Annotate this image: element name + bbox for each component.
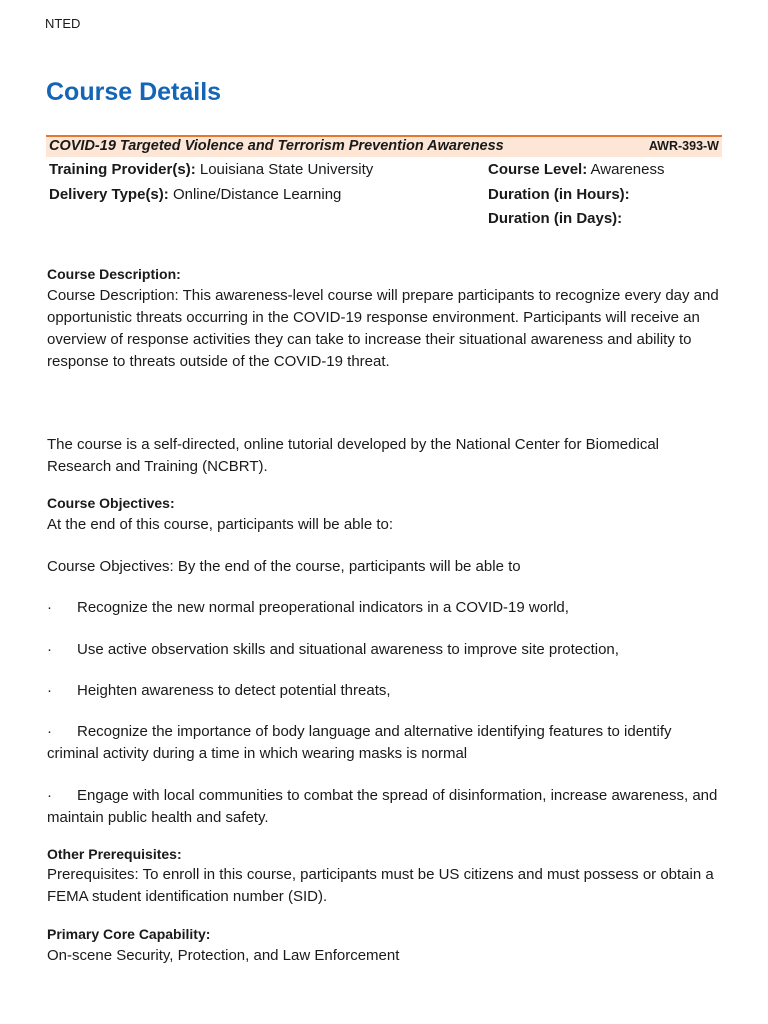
course-level-label: Course Level:	[488, 161, 588, 178]
bullet-glyph: ·	[47, 641, 52, 658]
objective-text: Recognize the new normal preoperational indicators in a COVID-19 world,	[77, 599, 569, 616]
duration-hours	[488, 186, 630, 203]
prerequisites-text: Prerequisites: To enroll in this course, participants must be US citizens and must possess or obtain a FEMA student identification number (SID).	[47, 866, 714, 905]
delivery-type-label: Delivery Type(s):	[49, 186, 169, 203]
bullet-glyph: ·	[47, 682, 52, 699]
bullet-glyph: ·	[47, 787, 52, 804]
duration-days-label: Duration (in Days):	[488, 210, 623, 227]
objective-text: Engage with local communities to combat the spread of disinformation, increase awareness, and maintain public health and safety.	[47, 787, 718, 826]
course-level	[488, 161, 664, 178]
objectives-heading: Course Objectives:	[47, 495, 175, 511]
objective-text: Heighten awareness to detect potential threats,	[77, 682, 391, 699]
capability-text: On-scene Security, Protection, and Law Enforcement	[47, 947, 400, 964]
training-provider-label: Training Provider(s):	[49, 161, 196, 178]
bullet-glyph: ·	[47, 723, 52, 740]
course-code: AWR-393-W	[648, 139, 719, 153]
objective-text: Recognize the importance of body language and alternative identifying features to identify criminal activity during a time in which wearing masks is normal	[47, 723, 672, 762]
objective-item	[47, 639, 727, 661]
objectives-intro: At the end of this course, participants will be able to:	[47, 516, 394, 533]
objective-item	[47, 785, 727, 829]
objective-item	[47, 597, 727, 619]
objective-text: Use active observation skills and situational awareness to improve site protection,	[77, 641, 619, 658]
page-title: Course Details	[46, 78, 222, 106]
objective-item	[47, 721, 727, 765]
objectives-intro-2: Course Objectives: By the end of the course, participants will be able to	[47, 558, 521, 575]
description-text-2: The course is a self-directed, online tutorial developed by the National Center for Biomedical Research and Training (NCBRT).	[47, 436, 659, 475]
duration-hours-label: Duration (in Hours):	[488, 186, 630, 203]
duration-days	[488, 210, 622, 227]
delivery-type	[49, 186, 341, 203]
course-level-value: Awareness	[590, 161, 665, 178]
training-provider-value: Louisiana State University	[199, 161, 374, 178]
delivery-type-value: Online/Distance Learning	[172, 186, 342, 203]
description-text: Course Description: This awareness-level course will prepare participants to recognize every day and opportunistic threats occurring in the COVID-19 response environment. Participants will receive an overview of response activities they can take to increase their situational awareness and ability to response to threats outside of the COVID-19 threat.	[47, 287, 719, 370]
bullet-glyph: ·	[47, 599, 52, 616]
course-title-bar	[46, 135, 722, 157]
capability-heading: Primary Core Capability:	[47, 926, 211, 942]
organization-label: NTED	[45, 16, 81, 31]
prerequisites-heading: Other Prerequisites:	[47, 846, 182, 862]
course-name: COVID-19 Targeted Violence and Terrorism Prevention Awareness	[49, 138, 504, 154]
description-heading: Course Description:	[47, 266, 181, 282]
objective-item	[47, 680, 727, 702]
training-provider	[49, 161, 373, 178]
